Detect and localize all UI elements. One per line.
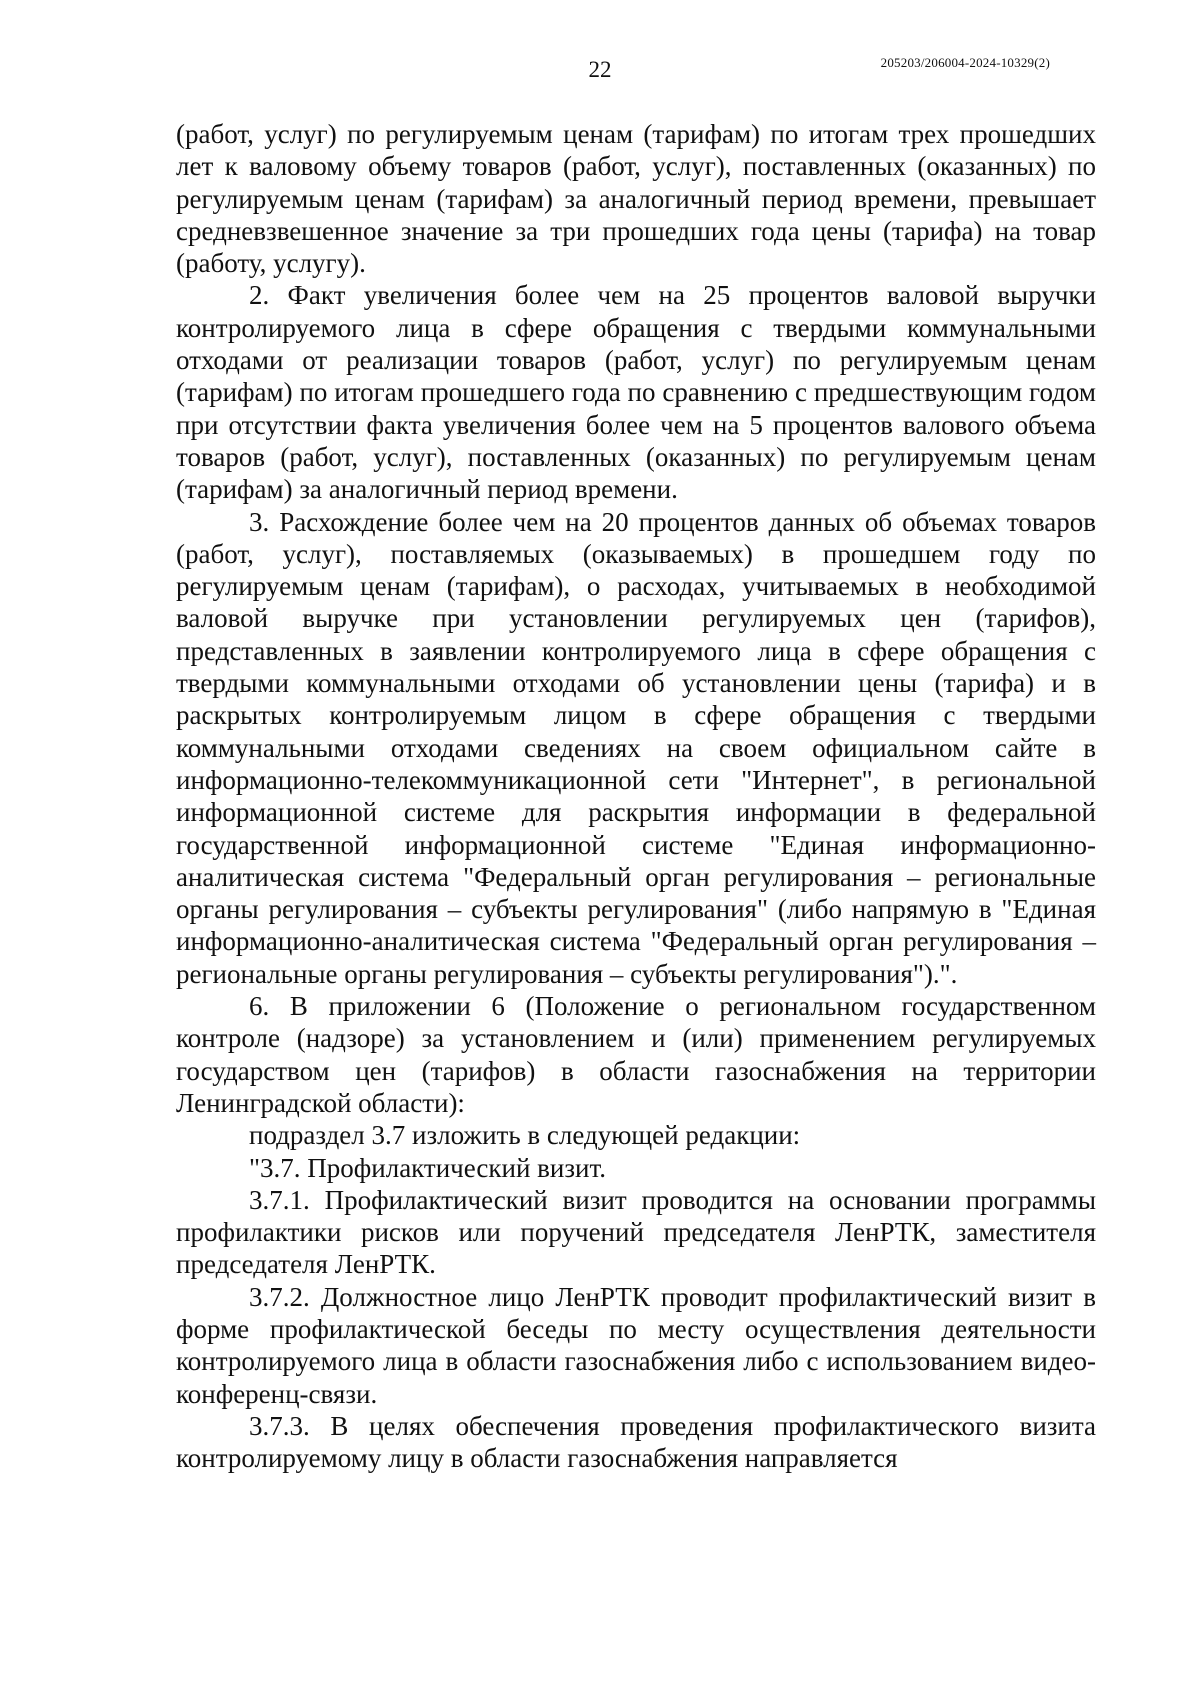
paragraph-heading-3-7: "3.7. Профилактический визит.	[249, 1152, 606, 1183]
document-body	[176, 118, 1096, 1474]
paragraph-continuation: (работ, услуг) по регулируемым ценам (тарифам) по итогам трех прошедших лет к валовому объему товаров (работ, услуг), поставленных (оказанных) по регулируемым ценам (тарифам) за аналогичный период времени, превышает средневзвешенное значение за три прошедших года цены (тарифа) на товар (работу, услугу).	[176, 119, 1096, 279]
paragraph-subsection-instruction: подраздел 3.7 изложить в следующей редакции:	[249, 1120, 801, 1151]
paragraph-item-2: 2. Факт увеличения более чем на 25 процентов валовой выручки контролируемого лица в сфере обращения с твердыми коммунальными отходами от реализации товаров (работ, услуг) по регулируемым ценам (тарифам) по итогам прошедшего года по сравнению с предшествующим годом при отсутствии факта увеличения более чем на 5 процентов валового объема товаров (работ, услуг), поставленных (оказанных) по регулируемым ценам (тарифам) за аналогичный период времени.	[176, 280, 1096, 505]
paragraph-item-6: 6. В приложении 6 (Положение о региональном государственном контроле (надзоре) за установлением и (или) применением регулируемых государством цен (тарифов) в области газоснабжения на территории Ленинградской области):	[176, 991, 1096, 1118]
paragraph-3-7-1: 3.7.1. Профилактический визит проводится на основании программы профилактики рисков или поручений председателя ЛенРТК, заместителя председателя ЛенРТК.	[176, 1184, 1096, 1280]
document-id: 205203/206004-2024-10329(2)	[880, 55, 1050, 70]
paragraph-3-7-3: 3.7.3. В целях обеспечения проведения профилактического визита контролируемому лицу в области газоснабжения направляется	[176, 1410, 1096, 1474]
paragraph-item-3: 3. Расхождение более чем на 20 процентов данных об объемах товаров (работ, услуг), поставляемых (оказываемых) в прошедшем году по регулируемым ценам (тарифам), о расходах, учитываемых в необходимой валовой выручке при установлении регулируемых цен (тарифов), представленных в заявлении контролируемого лица в сфере обращения с твердыми коммунальными отходами об установлении цены (тарифа) и в раскрытых контролируемым лицом в сфере обращения с твердыми коммунальными отходами сведениях на своем официальном сайте в информационно-телекоммуникационной сети "Интернет", в региональной информационной системе для раскрытия информации в федеральной государственной информационной системе "Единая информационно-аналитическая система "Федеральный орган регулирования – региональные органы регулирования – субъекты регулирования" (либо напрямую в "Единая информационно-аналитическая система "Федеральный орган регулирования – региональные органы регулирования – субъекты регулирования").".	[176, 506, 1096, 989]
paragraph-3-7-2: 3.7.2. Должностное лицо ЛенРТК проводит профилактический визит в форме профилактической беседы по месту осуществления деятельности контролируемого лица в области газоснабжения либо с использованием видео-конференц-связи.	[176, 1281, 1096, 1409]
page-number: 22	[588, 57, 612, 82]
